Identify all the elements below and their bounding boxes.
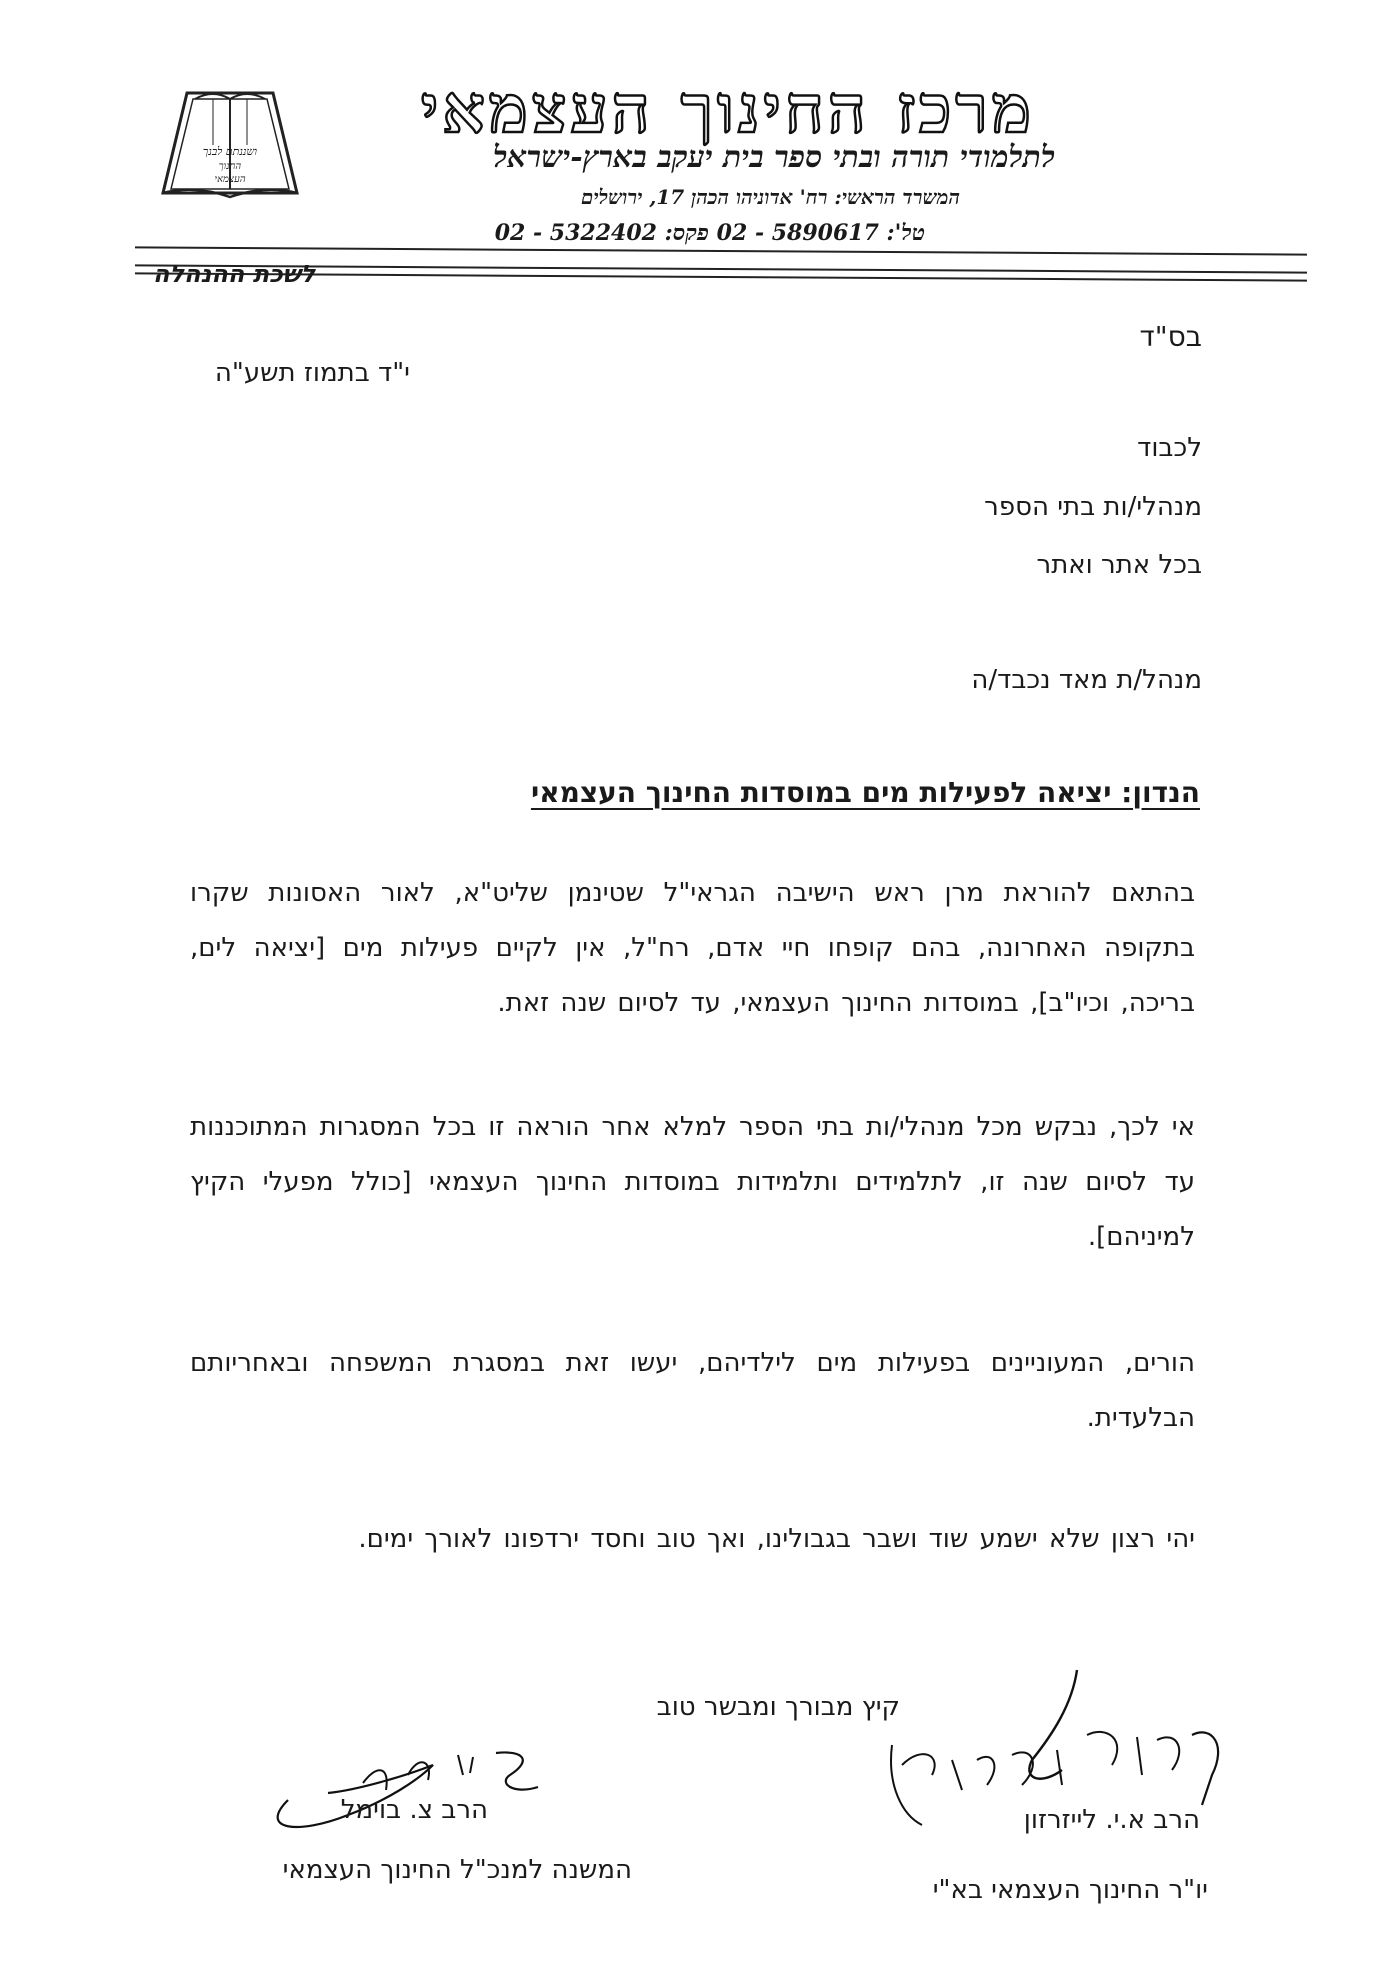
- organization-logo: [155, 85, 305, 205]
- signatory-left-name: הרב צ. בוימל: [340, 1795, 488, 1825]
- body-paragraph-1: בהתאם להוראת מרן ראש הישיבה הגראי"ל שטינמן שליט"א, לאור האסונות שקרו בתקופה האחרונה, בהם קופחו חיי אדם, רח"ל, אין לקיים פעילות מים [יציאה לים, בריכה, וכיו"ב], במוסדות החינוך העצמאי, עד לסיום שנה זאת.: [190, 878, 1195, 1018]
- body-paragraph-2: אי לכך, נבקש מכל מנהלי/ות בתי הספר למלא אחר הוראה זו בכל המסגרות המתוכננות עד לסיום שנה זו, לתלמידים ותלמידות במוסדות החינוך העצמאי [כולל מפעלי הקיץ למיניהם].: [190, 1112, 1195, 1252]
- closing-line: קיץ מבורך ומבשר טוב: [656, 1692, 900, 1722]
- letterhead-divider-top: [135, 246, 1307, 255]
- letter-subject: הנדון: יציאה לפעילות מים במוסדות החינוך העצמאי: [530, 776, 1200, 809]
- logo-text-line-2: החנוך: [218, 161, 242, 172]
- salutation-line-2: מנהלי/ות בתי הספר: [984, 492, 1202, 522]
- signatory-left-title: המשנה למנכ"ל החינוך העצמאי: [282, 1855, 632, 1885]
- signatory-right-title: יו"ר החינוך העצמאי בא"י: [932, 1875, 1208, 1905]
- logo-text-line-3: העצמאי: [214, 174, 246, 185]
- organization-subtitle: לתלמודי תורה ובתי ספר בית יעקב בארץ-ישראל: [493, 140, 1055, 175]
- body-paragraph-3: הורים, המעוניינים בפעילות מים לילדיהם, יעשו זאת במסגרת המשפחה ובאחריותם הבלעדית.: [190, 1348, 1195, 1433]
- letter-date: י"ד בתמוז תשע"ה: [214, 358, 410, 388]
- salutation-line-3: בכל אתר ואתר: [1036, 550, 1202, 580]
- organization-address: המשרד הראשי: רח' אדוניהו הכהן 17, ירושלים: [580, 185, 960, 209]
- organization-phones: טל': 5890617 - 02 פקס: 5322402 - 02: [494, 220, 925, 246]
- logo-motto: ושננתם לבנך: [202, 145, 258, 158]
- bsd-heading: בס"ד: [1139, 320, 1202, 353]
- greeting: מנהל/ת מאד נכבד/ה: [971, 665, 1202, 695]
- salutation-line-1: לכבוד: [1137, 433, 1202, 463]
- signatory-right-name: הרב א.י. לייזרזון: [1023, 1805, 1200, 1835]
- office-label: לשכת ההנהלה: [153, 260, 316, 288]
- body-paragraph-4: יהי רצון שלא ישמע שוד ושבר בגבולינו, ואך טוב וחסד ירדפונו לאורך ימים.: [358, 1524, 1195, 1554]
- organization-name: מרכז החינוך העצמאי: [421, 70, 1035, 148]
